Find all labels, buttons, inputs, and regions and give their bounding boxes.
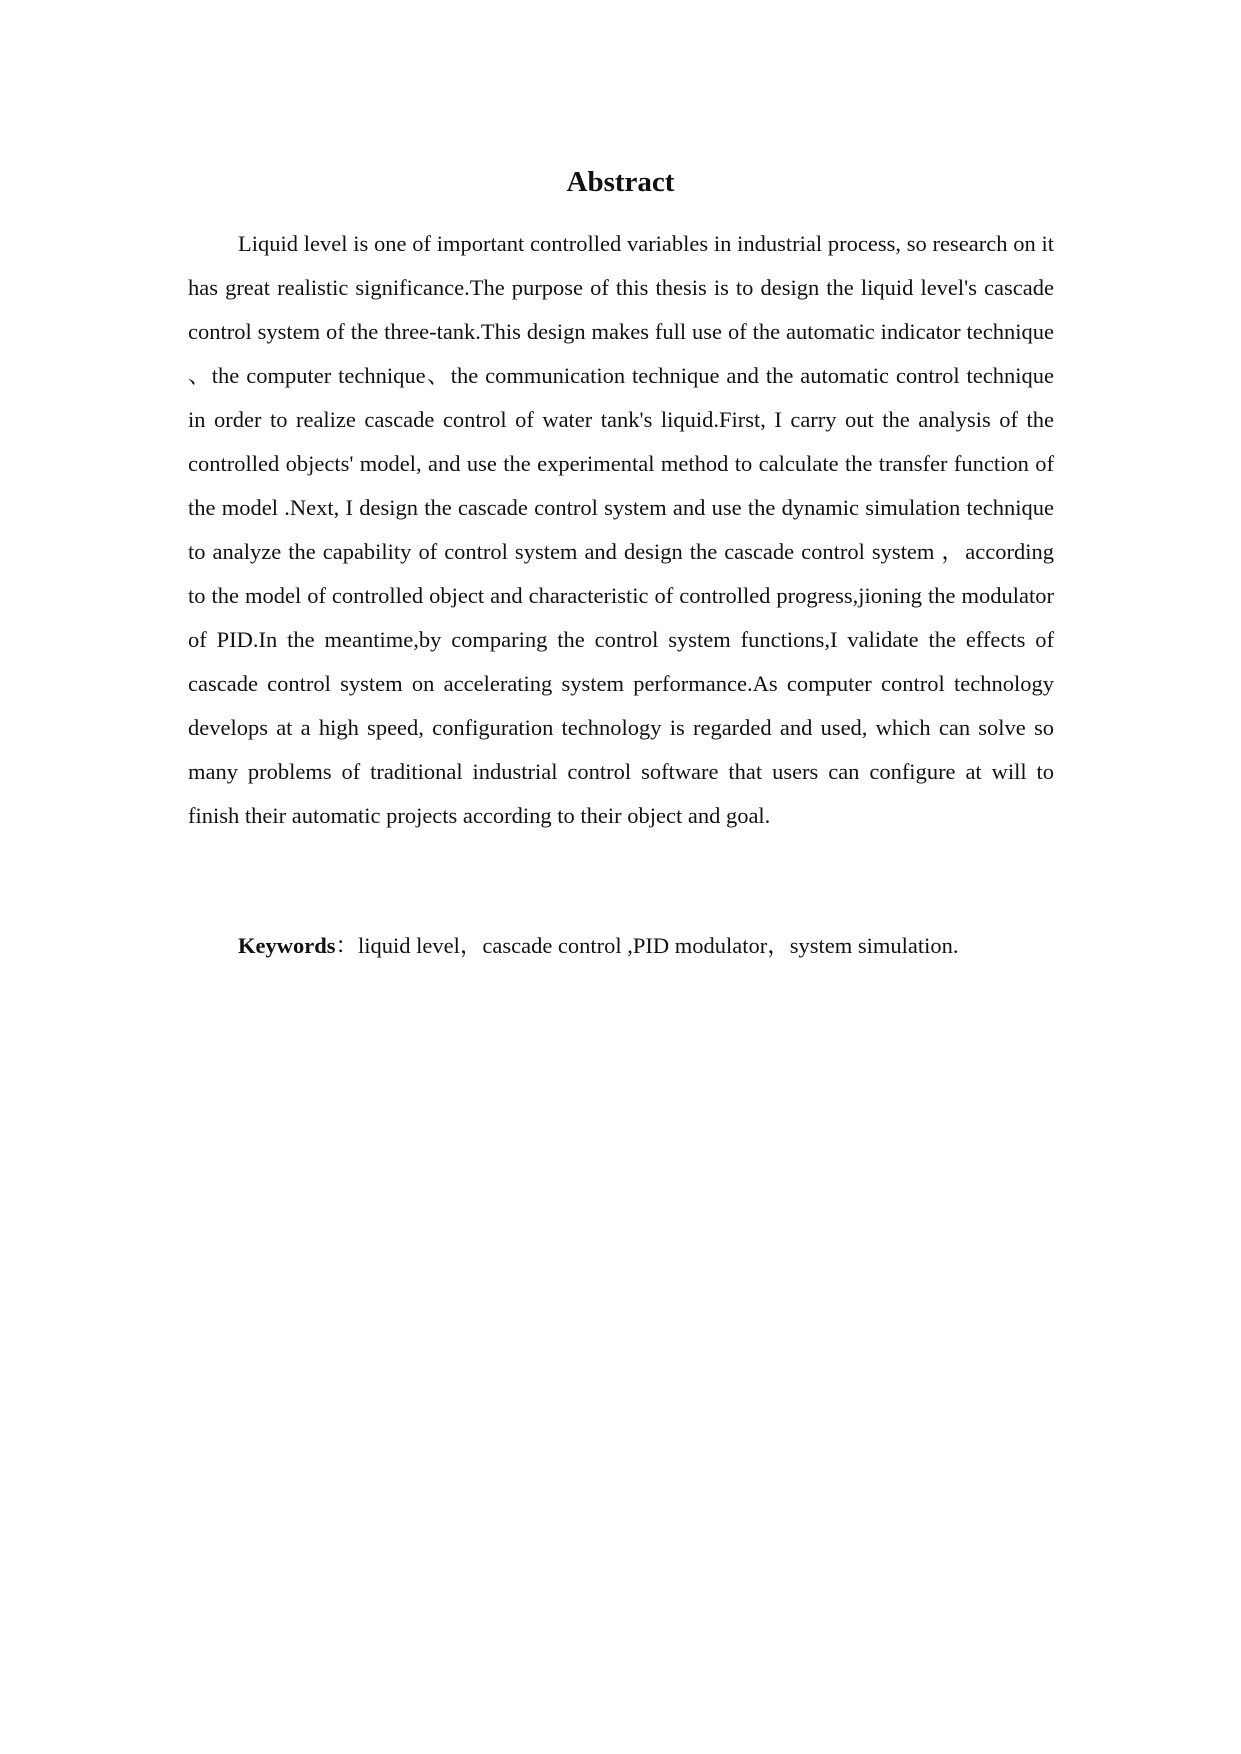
keywords-label: Keywords	[238, 933, 336, 958]
abstract-body: Liquid level is one of important controlled variables in industrial process, so research on it has great realistic significance.The purpose of this thesis is to design the liquid level's cascade control system of the three-tank.This design makes full use of the automatic indicator technique 、the computer technique、the communication technique and the automatic control technique in order to realize cascade control of water tank's liquid.First, I carry out the analysis of the controlled objects' model, and use the experimental method to calculate the transfer function of the model .Next, I design the cascade control system and use the dynamic simulation technique to analyze the capability of control system and design the cascade control system ，according to the model of controlled object and characteristic of controlled progress,jioning the modulator of PID.In the meantime,by comparing the control system functions,I validate the effects of cascade control system on accelerating system performance.As computer control technology develops at a high speed, configuration technology is regarded and used, which can solve so many problems of traditional industrial control software that users can configure at will to finish their automatic projects according to their object and goal.	[188, 231, 1054, 828]
keywords-line	[188, 924, 1068, 968]
keywords-text: liquid level，cascade control ,PID modulator，system simulation.	[358, 933, 959, 958]
keywords-separator: ：	[335, 933, 359, 958]
abstract-title: Abstract	[566, 166, 675, 198]
